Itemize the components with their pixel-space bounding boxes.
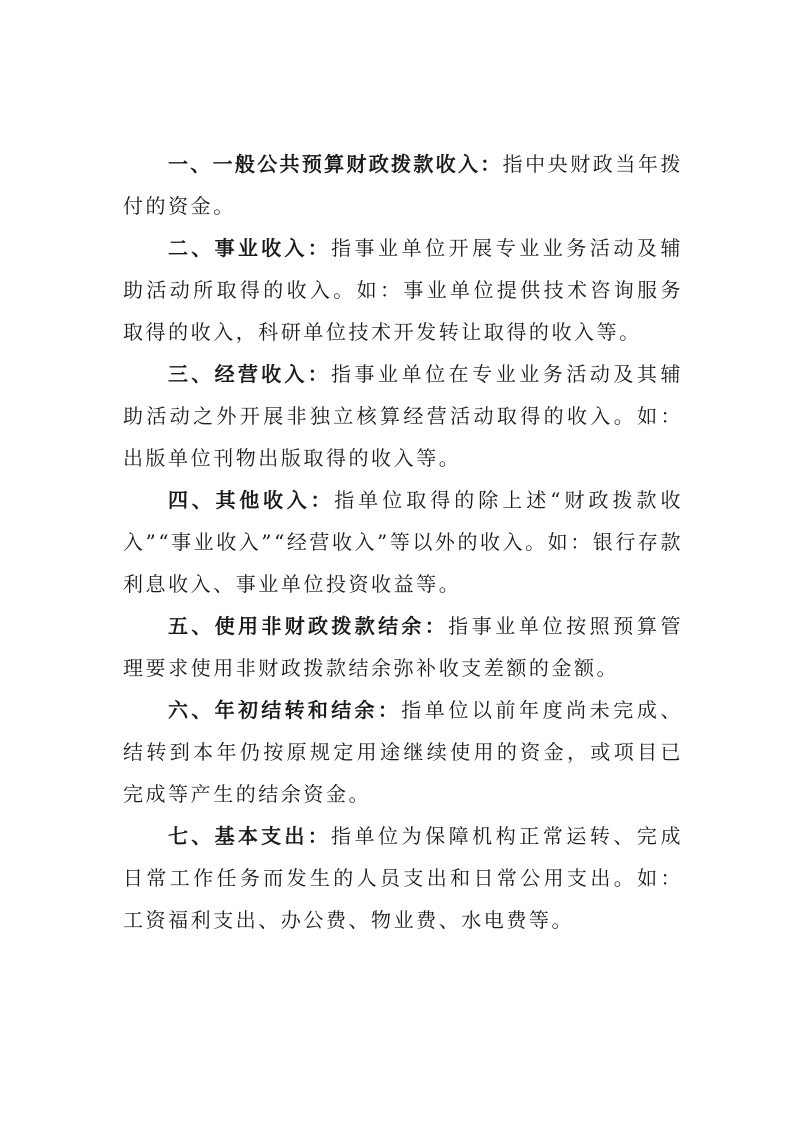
term-heading: 六、年初结转和结余：	[168, 698, 402, 722]
term-definition: 指事业单位在专业业务活动及其辅助活动之外开展非独立核算经营活动取得的收入。如：出版单位刊物出版取得的收入等。	[123, 362, 683, 470]
term-definition: 指单位为保障机构正常运转、完成日常工作任务而发生的人员支出和日常公用支出。如：工资福利支出、办公费、物业费、水电费等。	[123, 824, 683, 932]
paragraph-4	[123, 479, 683, 605]
term-heading: 五、使用非财政拨款结余：	[168, 614, 449, 638]
paragraph-6	[123, 689, 683, 815]
term-heading: 三、经营收入：	[168, 362, 331, 386]
term-heading: 二、事业收入：	[168, 236, 331, 260]
term-heading: 七、基本支出：	[168, 824, 331, 848]
term-definition: 指单位取得的除上述“财政拨款收入”“事业收入”“经营收入”等以外的收入。如：银行存款利息收入、事业单位投资收益等。	[123, 488, 683, 596]
term-definition: 指单位以前年度尚未完成、结转到本年仍按原规定用途继续使用的资金，或项目已完成等产生的结余资金。	[123, 698, 683, 806]
term-definition: 指中央财政当年拨付的资金。	[123, 152, 684, 218]
paragraph-2	[123, 227, 683, 353]
term-definition: 指事业单位按照预算管理要求使用非财政拨款结余弥补收支差额的金额。	[123, 614, 683, 680]
term-definition: 指事业单位开展专业业务活动及辅助活动所取得的收入。如：事业单位提供技术咨询服务取得的收入，科研单位技术开发转让取得的收入等。	[123, 236, 683, 344]
paragraph-5	[123, 605, 683, 689]
term-heading: 四、其他收入：	[168, 488, 335, 512]
paragraph-7	[123, 815, 683, 941]
paragraph-1	[123, 143, 683, 227]
paragraph-3	[123, 353, 683, 479]
term-heading: 一、一般公共预算财政拨款收入：	[168, 152, 503, 176]
document-body	[123, 143, 683, 941]
